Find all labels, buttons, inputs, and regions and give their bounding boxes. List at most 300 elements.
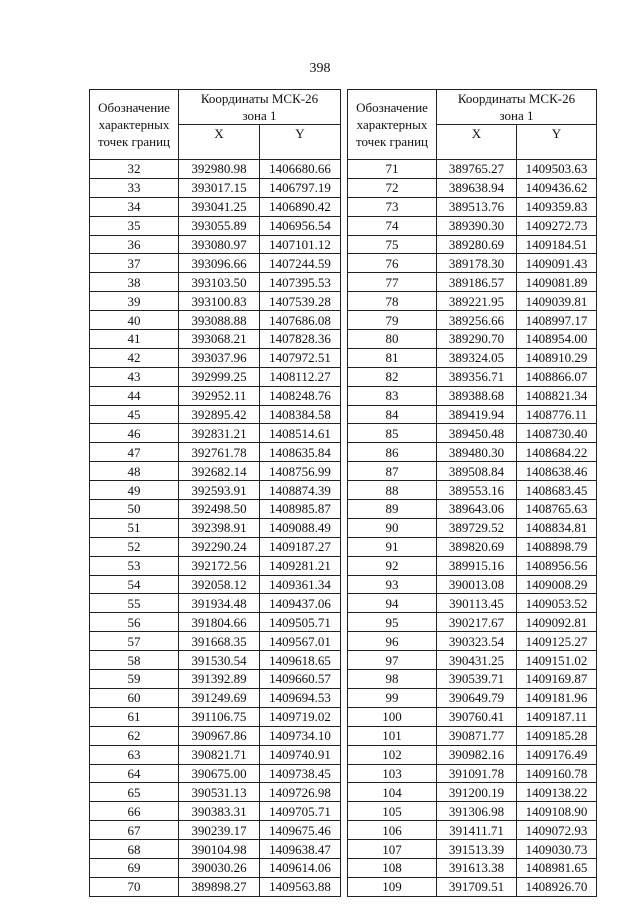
table-row: [90, 764, 341, 783]
y-coord-cell: 1409081.89: [517, 273, 597, 292]
x-header: X: [437, 125, 517, 160]
point-id-cell: 64: [90, 764, 179, 783]
x-coord-cell: 389480.30: [437, 443, 517, 462]
x-coord-cell: 389729.52: [437, 518, 517, 537]
point-id-cell: 43: [90, 367, 179, 386]
x-coord-cell: 391513.39: [437, 840, 517, 859]
x-coord-cell: 391530.54: [179, 651, 260, 670]
x-coord-cell: 389419.94: [437, 405, 517, 424]
table-row: [90, 178, 341, 197]
y-coord-cell: 1409092.81: [517, 613, 597, 632]
y-coord-cell: 1409505.71: [260, 613, 341, 632]
coords-header: [437, 90, 597, 125]
y-coord-cell: 1408776.11: [517, 405, 597, 424]
table-row: [348, 556, 597, 575]
y-coord-cell: 1409726.98: [260, 783, 341, 802]
table-row: [90, 462, 341, 481]
x-coord-cell: 393080.97: [179, 235, 260, 254]
table-row: [90, 613, 341, 632]
table-row: [90, 858, 341, 877]
y-coord-cell: 1409030.73: [517, 840, 597, 859]
x-coord-cell: 390821.71: [179, 745, 260, 764]
x-coord-cell: 392172.56: [179, 556, 260, 575]
y-coord-cell: 1408638.46: [517, 462, 597, 481]
point-id-cell: 38: [90, 273, 179, 292]
point-id-cell: 81: [348, 348, 437, 367]
point-id-cell: 106: [348, 821, 437, 840]
point-id-cell: 78: [348, 292, 437, 311]
point-id-cell: 101: [348, 726, 437, 745]
point-id-cell: 77: [348, 273, 437, 292]
y-coord-cell: 1408910.29: [517, 348, 597, 367]
point-id-cell: 61: [90, 707, 179, 726]
table-row: [348, 670, 597, 689]
table-row: [348, 462, 597, 481]
table-row: [90, 840, 341, 859]
table-row: [348, 292, 597, 311]
table-row: [90, 216, 341, 235]
y-coord-cell: 1409705.71: [260, 802, 341, 821]
point-id-cell: 109: [348, 877, 437, 896]
x-coord-cell: 391613.38: [437, 858, 517, 877]
y-coord-cell: 1408866.07: [517, 367, 597, 386]
table-row: [348, 840, 597, 859]
point-id-cell: 88: [348, 481, 437, 500]
y-coord-cell: 1406890.42: [260, 197, 341, 216]
x-coord-cell: 390531.13: [179, 783, 260, 802]
point-id-cell: 40: [90, 311, 179, 330]
point-id-cell: 92: [348, 556, 437, 575]
y-coord-cell: 1409740.91: [260, 745, 341, 764]
table-row: [90, 632, 341, 651]
y-coord-cell: 1409719.02: [260, 707, 341, 726]
point-id-cell: 108: [348, 858, 437, 877]
x-coord-cell: 389553.16: [437, 481, 517, 500]
y-coord-cell: 1409169.87: [517, 670, 597, 689]
x-coord-cell: 390982.16: [437, 745, 517, 764]
x-coord-cell: 390113.45: [437, 594, 517, 613]
x-coord-cell: 389324.05: [437, 348, 517, 367]
y-coord-cell: 1409618.65: [260, 651, 341, 670]
y-coord-cell: 1408898.79: [517, 537, 597, 556]
x-coord-cell: 393055.89: [179, 216, 260, 235]
table-row: [348, 500, 597, 519]
point-id-cell: 96: [348, 632, 437, 651]
y-coord-cell: 1409675.46: [260, 821, 341, 840]
x-coord-cell: 392398.91: [179, 518, 260, 537]
x-coord-cell: 390013.08: [437, 575, 517, 594]
table-row: [348, 235, 597, 254]
x-coord-cell: 389898.27: [179, 877, 260, 896]
point-id-cell: 73: [348, 197, 437, 216]
point-id-cell: 70: [90, 877, 179, 896]
point-id-cell: 74: [348, 216, 437, 235]
table-row: [348, 858, 597, 877]
table-row: [348, 197, 597, 216]
table-row: [348, 273, 597, 292]
table-row: [90, 877, 341, 896]
table-row: [90, 745, 341, 764]
y-coord-cell: 1409181.96: [517, 688, 597, 707]
point-id-cell: 102: [348, 745, 437, 764]
x-coord-cell: 392952.11: [179, 386, 260, 405]
x-coord-cell: 389186.57: [437, 273, 517, 292]
table-row: [90, 783, 341, 802]
y-coord-cell: 1408926.70: [517, 877, 597, 896]
x-coord-cell: 390967.86: [179, 726, 260, 745]
y-coord-cell: 1409160.78: [517, 764, 597, 783]
table-row: [348, 745, 597, 764]
x-coord-cell: 391804.66: [179, 613, 260, 632]
point-id-cell: 56: [90, 613, 179, 632]
x-coord-cell: 389513.76: [437, 197, 517, 216]
table-row: [348, 254, 597, 273]
point-id-cell: 53: [90, 556, 179, 575]
table-row: [348, 877, 597, 896]
x-coord-cell: 390431.25: [437, 651, 517, 670]
x-coord-cell: 389290.70: [437, 330, 517, 349]
table-row: [348, 783, 597, 802]
y-coord-cell: 1408683.45: [517, 481, 597, 500]
table-row: [348, 481, 597, 500]
x-coord-cell: 389450.48: [437, 424, 517, 443]
table-row: [90, 688, 341, 707]
x-coord-cell: 392682.14: [179, 462, 260, 481]
point-label-header: [348, 90, 437, 160]
y-coord-cell: 1409091.43: [517, 254, 597, 273]
y-coord-cell: 1409361.34: [260, 575, 341, 594]
y-coord-cell: 1409638.47: [260, 840, 341, 859]
point-id-cell: 49: [90, 481, 179, 500]
x-coord-cell: 393017.15: [179, 178, 260, 197]
x-coord-cell: 392593.91: [179, 481, 260, 500]
y-coord-cell: 1409272.73: [517, 216, 597, 235]
x-coord-cell: 391249.69: [179, 688, 260, 707]
coordinates-table-left: [89, 89, 341, 897]
coords-title-line1: Координаты МСК-26: [457, 91, 576, 106]
point-id-cell: 71: [348, 160, 437, 179]
table-row: [348, 443, 597, 462]
table-row: [348, 802, 597, 821]
x-coord-cell: 392999.25: [179, 367, 260, 386]
table-row: [90, 594, 341, 613]
x-coord-cell: 390871.77: [437, 726, 517, 745]
y-coord-cell: 1407395.53: [260, 273, 341, 292]
y-coord-cell: 1408684.22: [517, 443, 597, 462]
y-coord-cell: 1409125.27: [517, 632, 597, 651]
table-row: [348, 613, 597, 632]
x-coord-cell: 390323.54: [437, 632, 517, 651]
y-coord-cell: 1407972.51: [260, 348, 341, 367]
x-coord-cell: 389221.95: [437, 292, 517, 311]
y-coord-cell: 1408821.34: [517, 386, 597, 405]
x-coord-cell: 390539.71: [437, 670, 517, 689]
coords-title-line2: зона 1: [499, 108, 534, 123]
y-coord-cell: 1408954.00: [517, 330, 597, 349]
point-id-cell: 45: [90, 405, 179, 424]
x-coord-cell: 393037.96: [179, 348, 260, 367]
y-coord-cell: 1406956.54: [260, 216, 341, 235]
point-id-cell: 66: [90, 802, 179, 821]
table-row: [90, 348, 341, 367]
point-id-cell: 34: [90, 197, 179, 216]
x-coord-cell: 391200.19: [437, 783, 517, 802]
point-id-cell: 37: [90, 254, 179, 273]
table-row: [90, 518, 341, 537]
point-label-line3: точек границ: [355, 134, 429, 149]
point-id-cell: 104: [348, 783, 437, 802]
table-row: [348, 330, 597, 349]
point-id-cell: 35: [90, 216, 179, 235]
y-coord-cell: 1408997.17: [517, 311, 597, 330]
point-id-cell: 44: [90, 386, 179, 405]
x-coord-cell: 390104.98: [179, 840, 260, 859]
point-id-cell: 42: [90, 348, 179, 367]
y-coord-cell: 1409503.63: [517, 160, 597, 179]
table-row: [90, 160, 341, 179]
point-id-cell: 67: [90, 821, 179, 840]
point-id-cell: 83: [348, 386, 437, 405]
y-coord-cell: 1407828.36: [260, 330, 341, 349]
point-id-cell: 52: [90, 537, 179, 556]
y-coord-cell: 1408981.65: [517, 858, 597, 877]
point-label-line2: характерных: [98, 117, 170, 132]
x-coord-cell: 392895.42: [179, 405, 260, 424]
y-coord-cell: 1409176.49: [517, 745, 597, 764]
point-id-cell: 79: [348, 311, 437, 330]
point-label-line3: точек границ: [97, 134, 171, 149]
table-row: [348, 632, 597, 651]
point-id-cell: 80: [348, 330, 437, 349]
y-coord-cell: 1408874.39: [260, 481, 341, 500]
point-id-cell: 84: [348, 405, 437, 424]
point-id-cell: 93: [348, 575, 437, 594]
y-coord-cell: 1409108.90: [517, 802, 597, 821]
x-coord-cell: 389256.66: [437, 311, 517, 330]
x-coord-cell: 390760.41: [437, 707, 517, 726]
table-row: [90, 481, 341, 500]
y-coord-cell: 1408956.56: [517, 556, 597, 575]
coords-header: [179, 90, 341, 125]
x-coord-cell: 391106.75: [179, 707, 260, 726]
x-coord-cell: 389178.30: [437, 254, 517, 273]
y-coord-cell: 1406797.19: [260, 178, 341, 197]
point-id-cell: 51: [90, 518, 179, 537]
coords-title-line1: Координаты МСК-26: [200, 91, 319, 106]
y-coord-cell: 1407244.59: [260, 254, 341, 273]
y-header: Y: [517, 125, 597, 160]
table-row: [348, 726, 597, 745]
point-id-cell: 69: [90, 858, 179, 877]
point-id-cell: 90: [348, 518, 437, 537]
y-coord-cell: 1409567.01: [260, 632, 341, 651]
table-row: [90, 443, 341, 462]
y-coord-cell: 1409185.28: [517, 726, 597, 745]
x-coord-cell: 389390.30: [437, 216, 517, 235]
table-row: [348, 537, 597, 556]
y-coord-cell: 1409088.49: [260, 518, 341, 537]
x-coord-cell: 393068.21: [179, 330, 260, 349]
table-row: [348, 178, 597, 197]
x-coord-cell: 389765.27: [437, 160, 517, 179]
point-id-cell: 36: [90, 235, 179, 254]
point-id-cell: 55: [90, 594, 179, 613]
point-id-cell: 75: [348, 235, 437, 254]
point-id-cell: 62: [90, 726, 179, 745]
y-coord-cell: 1408985.87: [260, 500, 341, 519]
point-id-cell: 105: [348, 802, 437, 821]
y-coord-cell: 1409660.57: [260, 670, 341, 689]
table-row: [90, 670, 341, 689]
point-id-cell: 54: [90, 575, 179, 594]
x-coord-cell: 392831.21: [179, 424, 260, 443]
table-row: [348, 424, 597, 443]
y-coord-cell: 1409053.52: [517, 594, 597, 613]
table-row: [90, 424, 341, 443]
x-coord-cell: 391709.51: [437, 877, 517, 896]
y-coord-cell: 1409436.62: [517, 178, 597, 197]
x-coord-cell: 391668.35: [179, 632, 260, 651]
y-coord-cell: 1408248.76: [260, 386, 341, 405]
table-row: [90, 575, 341, 594]
point-id-cell: 48: [90, 462, 179, 481]
point-id-cell: 59: [90, 670, 179, 689]
point-id-cell: 39: [90, 292, 179, 311]
x-coord-cell: 393096.66: [179, 254, 260, 273]
point-id-cell: 46: [90, 424, 179, 443]
point-id-cell: 85: [348, 424, 437, 443]
point-label-line2: характерных: [356, 117, 428, 132]
table-row: [348, 688, 597, 707]
x-coord-cell: 390030.26: [179, 858, 260, 877]
y-coord-cell: 1409187.11: [517, 707, 597, 726]
x-coord-cell: 392058.12: [179, 575, 260, 594]
x-coord-cell: 393100.83: [179, 292, 260, 311]
y-coord-cell: 1409281.21: [260, 556, 341, 575]
x-coord-cell: 392498.50: [179, 500, 260, 519]
point-id-cell: 86: [348, 443, 437, 462]
table-row: [348, 160, 597, 179]
x-coord-cell: 393088.88: [179, 311, 260, 330]
y-coord-cell: 1408834.81: [517, 518, 597, 537]
point-id-cell: 47: [90, 443, 179, 462]
y-coord-cell: 1409151.02: [517, 651, 597, 670]
point-id-cell: 98: [348, 670, 437, 689]
x-coord-cell: 390649.79: [437, 688, 517, 707]
x-coord-cell: 391091.78: [437, 764, 517, 783]
y-header: Y: [260, 125, 341, 160]
x-coord-cell: 392980.98: [179, 160, 260, 179]
point-id-cell: 63: [90, 745, 179, 764]
y-coord-cell: 1408384.58: [260, 405, 341, 424]
point-id-cell: 41: [90, 330, 179, 349]
y-coord-cell: 1409694.53: [260, 688, 341, 707]
table-row: [348, 518, 597, 537]
table-row: [90, 556, 341, 575]
y-coord-cell: 1408514.61: [260, 424, 341, 443]
x-coord-cell: 391411.71: [437, 821, 517, 840]
table-row: [90, 726, 341, 745]
y-coord-cell: 1407686.08: [260, 311, 341, 330]
x-coord-cell: 389643.06: [437, 500, 517, 519]
table-row: [90, 254, 341, 273]
point-id-cell: 100: [348, 707, 437, 726]
table-row: [90, 651, 341, 670]
x-coord-cell: 390383.31: [179, 802, 260, 821]
point-id-cell: 95: [348, 613, 437, 632]
point-id-cell: 82: [348, 367, 437, 386]
point-id-cell: 65: [90, 783, 179, 802]
x-coord-cell: 391392.89: [179, 670, 260, 689]
y-coord-cell: 1408765.63: [517, 500, 597, 519]
coordinates-table-right: [347, 89, 597, 897]
y-coord-cell: 1409184.51: [517, 235, 597, 254]
x-coord-cell: 389508.84: [437, 462, 517, 481]
y-coord-cell: 1409437.06: [260, 594, 341, 613]
point-id-cell: 32: [90, 160, 179, 179]
page-number: 398: [309, 61, 331, 76]
table-row: [348, 594, 597, 613]
x-coord-cell: 389280.69: [437, 235, 517, 254]
point-label-header: [90, 90, 179, 160]
point-id-cell: 91: [348, 537, 437, 556]
y-coord-cell: 1409187.27: [260, 537, 341, 556]
point-id-cell: 50: [90, 500, 179, 519]
y-coord-cell: 1408730.40: [517, 424, 597, 443]
table-row: [90, 802, 341, 821]
table-row: [348, 216, 597, 235]
table-row: [90, 311, 341, 330]
table-row: [90, 386, 341, 405]
y-coord-cell: 1407101.12: [260, 235, 341, 254]
table-row: [348, 311, 597, 330]
table-row: [90, 367, 341, 386]
point-id-cell: 33: [90, 178, 179, 197]
table-row: [90, 821, 341, 840]
table-row: [90, 707, 341, 726]
x-coord-cell: 389820.69: [437, 537, 517, 556]
point-id-cell: 97: [348, 651, 437, 670]
y-coord-cell: 1406680.66: [260, 160, 341, 179]
y-coord-cell: 1409563.88: [260, 877, 341, 896]
x-coord-cell: 393103.50: [179, 273, 260, 292]
point-label-line1: Обозначение: [356, 100, 428, 115]
x-coord-cell: 391934.48: [179, 594, 260, 613]
table-row: [90, 292, 341, 311]
table-row: [348, 764, 597, 783]
y-coord-cell: 1409039.81: [517, 292, 597, 311]
point-id-cell: 107: [348, 840, 437, 859]
table-row: [90, 405, 341, 424]
x-coord-cell: 390675.00: [179, 764, 260, 783]
x-coord-cell: 389638.94: [437, 178, 517, 197]
coords-title-line2: зона 1: [242, 108, 277, 123]
x-coord-cell: 389915.16: [437, 556, 517, 575]
x-coord-cell: 389356.71: [437, 367, 517, 386]
point-id-cell: 60: [90, 688, 179, 707]
x-coord-cell: 390217.67: [437, 613, 517, 632]
y-coord-cell: 1409008.29: [517, 575, 597, 594]
table-row: [348, 575, 597, 594]
y-coord-cell: 1409359.83: [517, 197, 597, 216]
point-id-cell: 68: [90, 840, 179, 859]
table-row: [348, 405, 597, 424]
y-coord-cell: 1409138.22: [517, 783, 597, 802]
point-id-cell: 72: [348, 178, 437, 197]
point-id-cell: 58: [90, 651, 179, 670]
table-row: [90, 273, 341, 292]
table-row: [348, 367, 597, 386]
